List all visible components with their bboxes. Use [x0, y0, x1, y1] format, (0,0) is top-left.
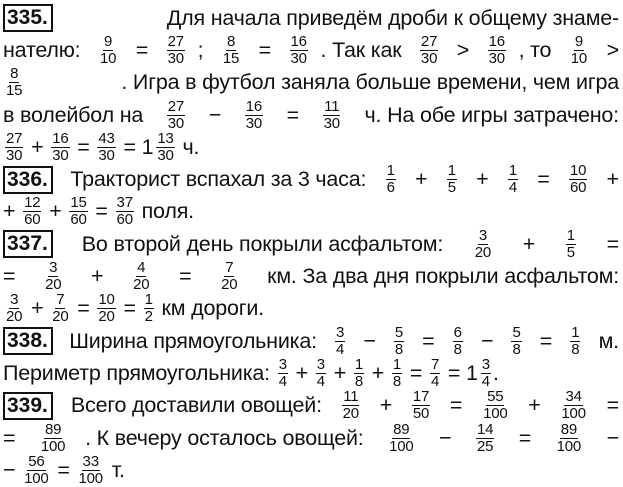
fraction: [42, 261, 64, 292]
text-line: [3, 34, 619, 66]
numerator: 56: [28, 454, 45, 470]
numerator: 8: [10, 66, 19, 83]
denominator: 60: [70, 211, 87, 229]
text-line: [3, 390, 619, 422]
text-run: =: [3, 425, 22, 450]
fraction-stack: [156, 132, 174, 163]
text-run: т.: [105, 457, 125, 482]
fraction: [49, 293, 71, 324]
denominator: 2: [144, 308, 153, 325]
mixed-number: [466, 358, 493, 389]
fraction: [314, 358, 328, 389]
text-line: [3, 325, 619, 357]
text-run: =: [600, 231, 619, 256]
denominator: 30: [488, 49, 505, 67]
text-run: м.: [592, 328, 619, 353]
fraction: [392, 326, 406, 357]
fraction-stack: [278, 358, 288, 389]
text-run: =: [173, 264, 198, 289]
denominator: 30: [52, 146, 69, 164]
fraction: [142, 293, 156, 324]
fraction: [480, 390, 510, 421]
mixed-number: [142, 132, 177, 163]
numerator: 11: [324, 98, 340, 115]
fraction-stack: [354, 358, 364, 389]
fraction: [340, 390, 362, 421]
fraction-stack: [556, 423, 582, 454]
numerator: 13: [157, 131, 174, 147]
fraction: [114, 196, 136, 227]
text-run: =: [252, 37, 277, 62]
denominator: 30: [98, 146, 115, 164]
fraction-stack: [566, 229, 576, 260]
whole-part: 1: [466, 360, 478, 385]
fraction-stack: [69, 196, 87, 227]
fraction-stack: [97, 132, 115, 163]
numerator: 3: [49, 260, 58, 277]
text-line: [3, 67, 619, 99]
problem-number-box: 336.: [3, 166, 53, 194]
fraction-stack: [5, 293, 23, 324]
numerator: 15: [70, 195, 87, 212]
numerator: 12: [24, 195, 41, 212]
text-run: +: [25, 134, 50, 159]
text-run: Тракторист вспахал за 3 часа:: [70, 167, 373, 192]
fraction: [384, 164, 398, 195]
numerator: 9: [574, 34, 583, 50]
text-run: +: [470, 167, 495, 192]
numerator: 16: [52, 131, 69, 147]
numerator: 43: [98, 131, 115, 147]
fraction-stack: [51, 132, 69, 163]
fraction: [390, 358, 404, 389]
text-line: [3, 260, 619, 292]
denominator: 15: [222, 49, 240, 67]
numerator: 1: [447, 163, 456, 180]
text-run: =: [280, 102, 305, 127]
numerator: 27: [6, 131, 23, 147]
text-run: =: [444, 393, 469, 418]
fraction-stack: [511, 326, 521, 357]
fraction: [386, 423, 416, 454]
denominator: 50: [412, 405, 430, 422]
fraction-stack: [44, 261, 62, 292]
fraction-stack: [23, 455, 49, 486]
text-line: [3, 163, 619, 195]
fraction-stack: [167, 35, 185, 66]
denominator: 15: [6, 82, 23, 99]
fraction: [38, 423, 68, 454]
fraction: [568, 326, 582, 357]
fraction-stack: [220, 261, 238, 292]
numerator: 4: [137, 260, 146, 277]
fraction-stack: [40, 423, 66, 454]
denominator: 100: [556, 437, 582, 455]
denominator: 8: [392, 372, 402, 390]
fraction-stack: [386, 164, 396, 195]
numerator: 16: [290, 34, 307, 50]
numerator: 7: [56, 292, 65, 309]
denominator: 30: [167, 49, 184, 67]
numerator: 16: [245, 98, 262, 115]
text-run: +: [85, 264, 110, 289]
whole-part: 1: [141, 134, 154, 159]
text-run: =: [442, 360, 467, 385]
numerator: 1: [354, 357, 363, 373]
fraction: [130, 261, 152, 292]
fraction-stack: [323, 100, 341, 131]
fraction-stack: [116, 196, 134, 227]
text-run: км. За два дня покрыли асфальтом:: [261, 264, 619, 289]
fraction-stack: [420, 35, 438, 66]
numerator: 55: [487, 389, 504, 406]
fraction-stack: [51, 293, 69, 324]
numerator: 27: [167, 98, 185, 115]
fraction: [474, 423, 496, 454]
problem-number-box: 338.: [3, 327, 53, 355]
denominator: 30: [323, 114, 340, 132]
fraction: [428, 358, 442, 389]
text-run: +: [25, 296, 50, 321]
denominator: 8: [453, 340, 462, 358]
fraction-stack: [488, 35, 506, 66]
fraction: [321, 100, 343, 131]
denominator: 20: [6, 308, 23, 325]
fraction-stack: [77, 455, 103, 486]
fraction-stack: [97, 293, 115, 324]
fraction-stack: [245, 100, 263, 131]
fraction-stack: [476, 423, 494, 454]
numerator: 10: [98, 292, 115, 309]
text-run: =: [3, 264, 22, 289]
numerator: 1: [508, 163, 517, 180]
fraction: [276, 358, 290, 389]
text-run: −: [433, 425, 458, 450]
denominator: 20: [52, 308, 69, 325]
problem-number-box: 339.: [3, 392, 53, 420]
text-run: +: [289, 360, 314, 385]
numerator: 8: [226, 34, 236, 50]
numerator: 1: [566, 228, 575, 244]
fraction-stack: [290, 35, 308, 66]
numerator: 37: [116, 195, 133, 212]
text-run: Всего доставили овощей:: [70, 393, 328, 418]
numerator: 6: [453, 324, 462, 341]
numerator: 27: [167, 34, 184, 50]
text-run: Во второй день покрыли асфальтом:: [81, 231, 449, 256]
fraction-stack: [453, 326, 463, 357]
text-run: =: [117, 134, 142, 159]
numerator: 27: [420, 34, 438, 50]
text-line: [3, 2, 619, 34]
fraction-stack: [316, 358, 326, 389]
text-line: [3, 99, 619, 131]
denominator: 4: [481, 372, 490, 390]
denominator: 30: [6, 146, 23, 164]
denominator: 4: [336, 340, 345, 358]
denominator: 60: [24, 211, 41, 229]
text-run: ч. На обе игры затрачено:: [358, 102, 619, 127]
denominator: 6: [386, 179, 395, 196]
fraction-stack: [481, 358, 491, 389]
numerator: 89: [44, 421, 62, 438]
fraction: [486, 35, 508, 66]
fraction: [506, 164, 520, 195]
numerator: 3: [316, 357, 325, 373]
numerator: 16: [488, 34, 505, 50]
denominator: 100: [389, 437, 414, 455]
fraction: [558, 390, 588, 421]
text-run: −: [3, 457, 22, 482]
text-run: =: [51, 457, 76, 482]
numerator: 89: [560, 421, 577, 438]
denominator: 100: [40, 437, 66, 455]
denominator: 100: [78, 469, 103, 487]
fraction: [21, 196, 43, 227]
denominator: 20: [342, 405, 359, 422]
fraction-stack: [447, 164, 457, 195]
denominator: 30: [290, 49, 307, 67]
fraction: [49, 132, 71, 163]
text-run: , то: [518, 37, 558, 62]
denominator: 20: [98, 308, 115, 325]
fraction: [165, 100, 187, 131]
fraction: [75, 455, 105, 486]
denominator: 30: [420, 49, 438, 67]
fraction-stack: [560, 390, 586, 421]
problem-number-box: 335.: [3, 4, 53, 32]
text-line: [3, 196, 619, 228]
fraction-stack: [23, 196, 41, 227]
fraction-stack: [569, 164, 587, 195]
numerator: 5: [512, 324, 521, 341]
text-run: Для начала приведём дроби к общему знаме-: [166, 5, 619, 30]
text-run: =: [531, 167, 556, 192]
fraction: [418, 35, 440, 66]
text-run: −: [600, 425, 619, 450]
fraction-stack: [570, 326, 580, 357]
numerator: 34: [565, 389, 582, 406]
text-run: нателю:: [3, 37, 87, 62]
fraction: [288, 35, 310, 66]
text-run: >: [450, 37, 475, 62]
fraction-stack: [394, 326, 404, 357]
text-run: . Так как: [320, 37, 408, 62]
fraction: [95, 293, 117, 324]
text-run: =: [600, 393, 619, 418]
denominator: 4: [316, 372, 325, 390]
denominator: 30: [157, 146, 174, 164]
numerator: 1: [386, 163, 395, 180]
numerator: 3: [10, 292, 19, 309]
numerator: 1: [571, 324, 580, 341]
text-run: поля.: [135, 199, 194, 224]
text-run: +: [3, 199, 22, 224]
denominator: 20: [45, 276, 62, 293]
fraction: [472, 229, 494, 260]
numerator: 3: [478, 228, 487, 244]
text-line: [3, 293, 619, 325]
fraction: [165, 35, 187, 66]
fraction: [220, 35, 242, 66]
denominator: 100: [561, 405, 586, 422]
text-line: [3, 357, 619, 389]
fraction: [410, 390, 432, 421]
text-run: −: [202, 102, 227, 127]
fraction: [97, 35, 119, 66]
text-run: Периметр прямоугольника:: [3, 360, 276, 385]
numerator: 7: [430, 357, 440, 373]
denominator: 30: [167, 114, 185, 132]
fraction-stack: [570, 35, 588, 66]
text-run: +: [327, 360, 352, 385]
denominator: 60: [569, 179, 587, 196]
denominator: 8: [354, 372, 363, 390]
fraction: [67, 196, 89, 227]
text-line: [3, 228, 619, 260]
fraction-stack: [430, 358, 440, 389]
numerator: 3: [278, 357, 287, 373]
denominator: 8: [512, 340, 521, 358]
text-run: =: [534, 328, 558, 353]
fraction-stack: [144, 293, 154, 324]
fraction: [21, 455, 51, 486]
text-run: .: [492, 360, 499, 385]
numerator: 1: [392, 357, 402, 373]
fraction: [554, 423, 584, 454]
numerator: 3: [336, 324, 345, 341]
fraction-stack: [388, 423, 414, 454]
problem-number-box: 337.: [3, 230, 53, 258]
numerator: 17: [412, 389, 430, 406]
numerator: 89: [393, 421, 410, 438]
denominator: 20: [221, 276, 238, 293]
text-run: =: [117, 296, 142, 321]
denominator: 8: [394, 340, 403, 358]
numerator: 7: [225, 260, 234, 277]
fraction: [352, 358, 366, 389]
fraction-stack: [5, 132, 23, 163]
fraction: [568, 35, 590, 66]
fraction: [243, 100, 265, 131]
text-run: км дороги.: [155, 296, 264, 321]
denominator: 5: [447, 179, 456, 196]
text-run: =: [404, 360, 428, 385]
numerator: 5: [394, 324, 403, 341]
fraction-stack: [222, 35, 240, 66]
numerator: 9: [104, 34, 113, 50]
numerator: 14: [476, 421, 494, 438]
denominator: 10: [99, 49, 117, 67]
fraction-stack: [482, 390, 508, 421]
fraction-stack: [508, 164, 518, 195]
fraction: [3, 67, 25, 98]
text-run: =: [416, 328, 441, 353]
text-run: =: [71, 296, 96, 321]
denominator: 100: [24, 469, 49, 487]
fraction-stack: [474, 229, 492, 260]
denominator: 10: [570, 49, 588, 67]
denominator: 100: [483, 405, 508, 422]
text-line: [3, 131, 619, 163]
fraction: [218, 261, 240, 292]
fraction: [567, 164, 589, 195]
fraction-stack: [412, 390, 430, 421]
text-run: −: [475, 328, 500, 353]
denominator: 60: [116, 211, 133, 229]
text-run: =: [89, 199, 114, 224]
text-run: −: [357, 328, 382, 353]
fraction: [445, 164, 459, 195]
text-run: +: [516, 231, 541, 256]
fraction: [3, 132, 25, 163]
text-run: >: [600, 37, 619, 62]
text-run: +: [365, 360, 390, 385]
text-run: +: [522, 393, 547, 418]
text-line: [3, 454, 619, 486]
fraction-stack: [132, 261, 150, 292]
numerator: 3: [481, 357, 490, 373]
denominator: 8: [571, 340, 580, 358]
denominator: 20: [133, 276, 150, 293]
denominator: 4: [278, 372, 287, 390]
text-run: +: [43, 199, 68, 224]
denominator: 4: [430, 372, 440, 390]
text-run: . К вечеру осталось овощей:: [85, 425, 370, 450]
text-run: в волейбол на: [3, 102, 149, 127]
fraction-stack: [392, 358, 402, 389]
numerator: 33: [82, 454, 99, 470]
fraction: [333, 326, 347, 357]
denominator: 25: [476, 437, 494, 455]
text-run: ;: [197, 37, 210, 62]
text-run: =: [129, 37, 154, 62]
text-run: =: [512, 425, 537, 450]
text-run: +: [600, 167, 619, 192]
text-run: Ширина прямоугольника:: [69, 328, 323, 353]
text-run: +: [409, 167, 434, 192]
fraction-stack: [5, 67, 23, 98]
fraction-stack: [335, 326, 345, 357]
fraction: [564, 229, 578, 260]
numerator: 11: [343, 389, 359, 406]
denominator: 5: [566, 243, 575, 261]
fraction-stack: [342, 390, 360, 421]
fraction-stack: [99, 35, 117, 66]
fraction-stack: [167, 100, 185, 131]
text-run: =: [71, 134, 96, 159]
denominator: 30: [245, 114, 262, 132]
numerator: 10: [569, 163, 587, 180]
denominator: 20: [474, 243, 492, 261]
fraction: [3, 293, 25, 324]
text-run: +: [373, 393, 398, 418]
text-run: ч.: [176, 134, 200, 159]
text-run: . Игра в футбол заняла больше времени, чем игра: [121, 70, 619, 95]
denominator: 4: [508, 179, 517, 196]
numerator: 1: [144, 292, 153, 309]
fraction: [95, 132, 117, 163]
text-line: [3, 422, 619, 454]
fraction: [509, 326, 523, 357]
fraction: [451, 326, 465, 357]
